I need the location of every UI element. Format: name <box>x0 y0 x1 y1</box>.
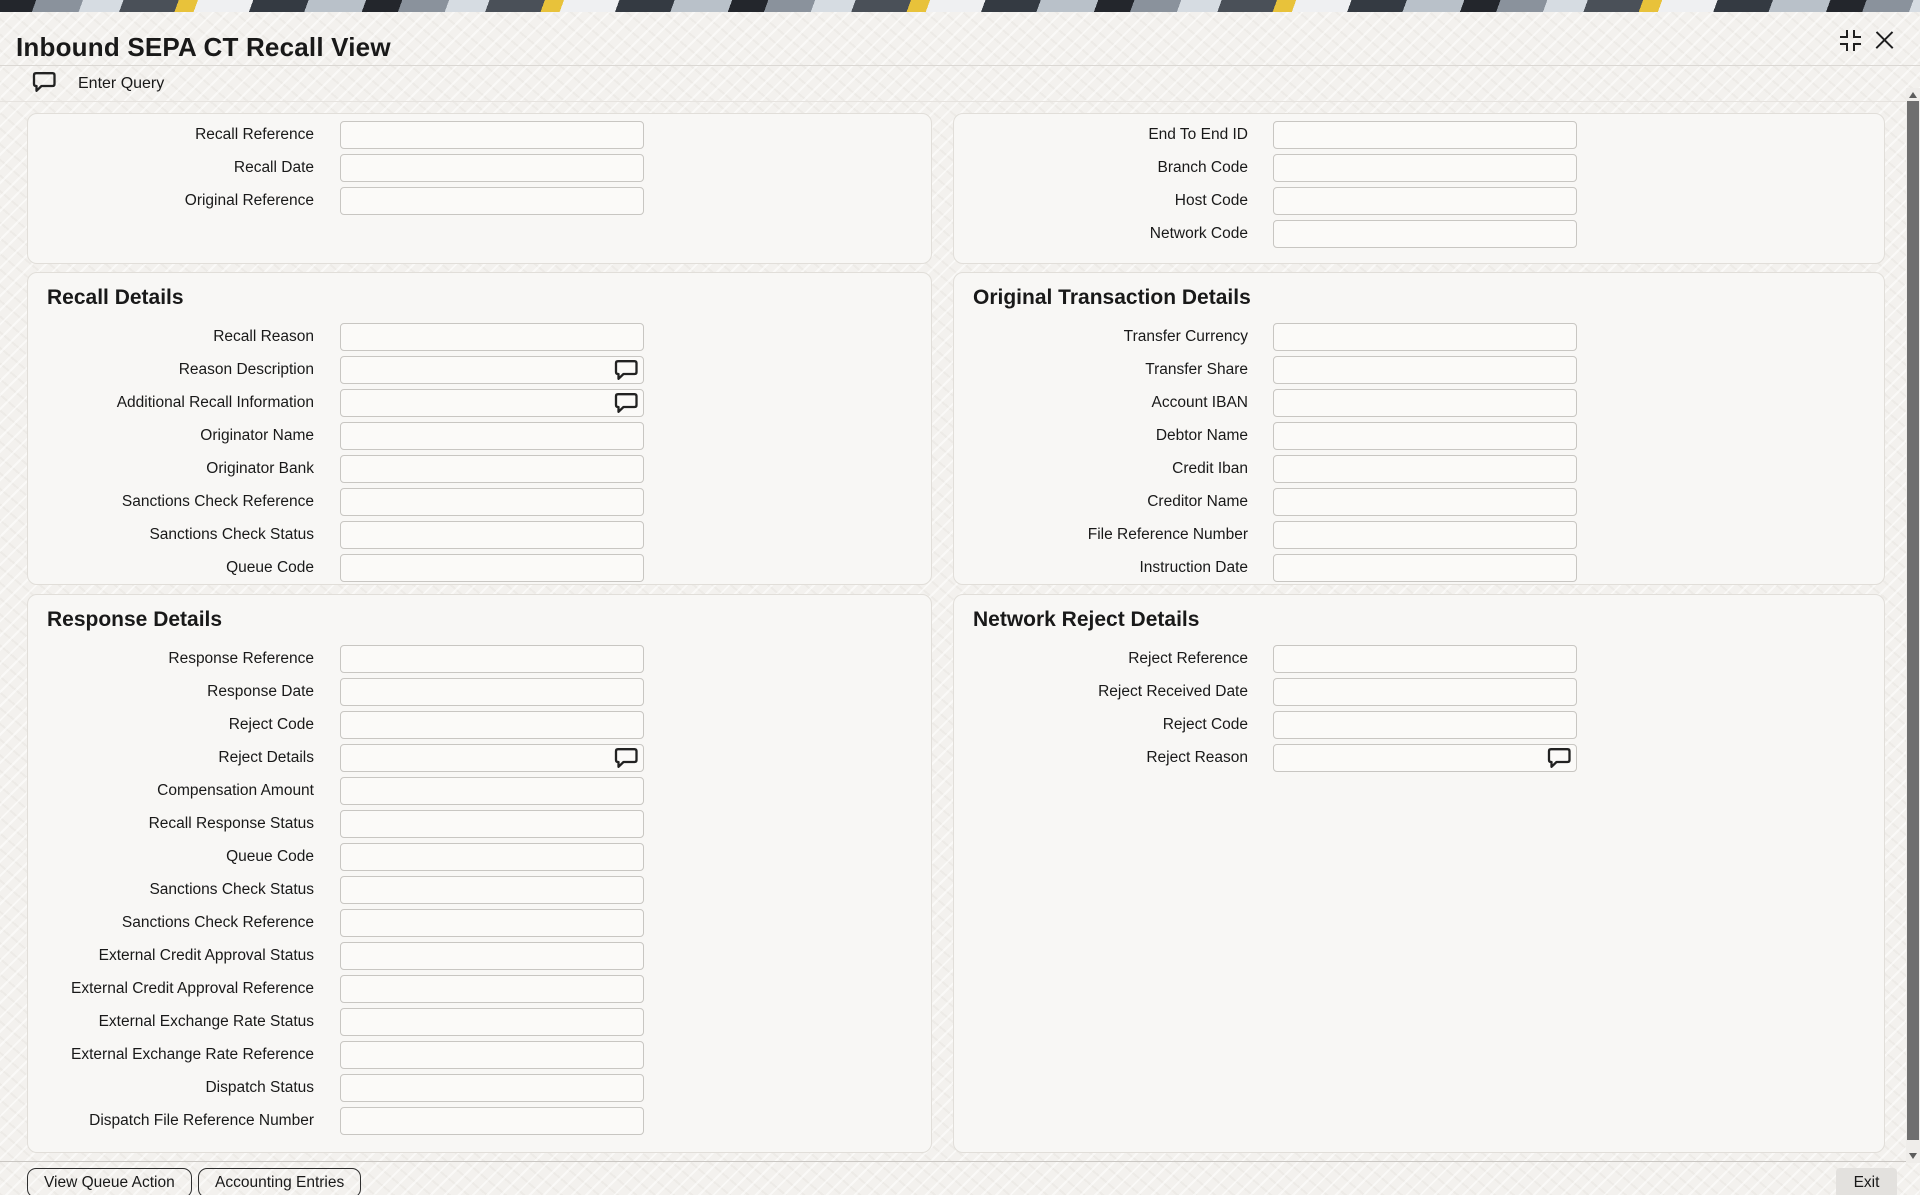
restore-window-icon[interactable] <box>1840 30 1861 51</box>
reject-reference-field <box>954 645 1884 673</box>
field-label: Originator Name <box>200 427 314 444</box>
sanctions-check-status-input[interactable] <box>340 876 644 904</box>
field-label: Sanctions Check Status <box>149 526 314 543</box>
reason-description-field <box>28 356 931 384</box>
host-code-field <box>954 187 1884 215</box>
reject-code-field <box>954 711 1884 739</box>
branch-code-input[interactable] <box>1273 154 1577 182</box>
field-label: Creditor Name <box>1147 493 1248 510</box>
queue-code-input[interactable] <box>340 554 644 582</box>
additional-recall-information-field <box>28 389 931 417</box>
speech-bubble-icon[interactable] <box>614 359 637 380</box>
external-exchange-rate-reference-field <box>28 1041 931 1069</box>
field-label: Queue Code <box>226 848 314 865</box>
field-label: Reject Code <box>228 716 314 733</box>
field-label: Additional Recall Information <box>116 394 314 411</box>
sanctions-check-status-field <box>28 521 931 549</box>
sanctions-check-status-input[interactable] <box>340 521 644 549</box>
vertical-scrollbar[interactable] <box>1906 88 1920 1163</box>
debtor-name-field <box>954 422 1884 450</box>
reject-details-input[interactable] <box>340 744 644 772</box>
field-label: Sanctions Check Reference <box>121 914 314 931</box>
originator-bank-field <box>28 455 931 483</box>
instruction-date-input[interactable] <box>1273 554 1577 582</box>
field-label: Recall Response Status <box>148 815 314 832</box>
field-label: External Credit Approval Reference <box>71 980 314 997</box>
originator-name-field <box>28 422 931 450</box>
close-icon[interactable] <box>1874 30 1895 51</box>
field-label: File Reference Number <box>1087 526 1248 543</box>
credit-iban-field <box>954 455 1884 483</box>
field-label: Originator Bank <box>206 460 314 477</box>
field-label: Reject Reason <box>1146 749 1248 766</box>
field-label: External Exchange Rate Reference <box>71 1046 314 1063</box>
recall-reference-input[interactable] <box>340 121 644 149</box>
sanctions-check-reference-field <box>28 488 931 516</box>
queue-code-field <box>28 554 931 582</box>
network-reject-details-panel <box>953 594 1885 1153</box>
dispatch-status-field <box>28 1074 931 1102</box>
field-label: Compensation Amount <box>157 782 314 799</box>
section-title: Recall Details <box>47 286 184 309</box>
field-label: Original Reference <box>184 192 314 209</box>
external-credit-approval-reference-field <box>28 975 931 1003</box>
dispatch-status-input[interactable] <box>340 1074 644 1102</box>
field-label: Reject Details <box>218 749 314 766</box>
speech-bubble-icon[interactable] <box>614 392 637 413</box>
field-label: Transfer Currency <box>1123 328 1248 345</box>
header-right-panel <box>953 113 1885 264</box>
recall-reason-input[interactable] <box>340 323 644 351</box>
external-credit-approval-status-field <box>28 942 931 970</box>
additional-recall-information-input[interactable] <box>340 389 644 417</box>
transfer-currency-field <box>954 323 1884 351</box>
transfer-currency-input[interactable] <box>1273 323 1577 351</box>
recall-reference-field <box>28 121 931 149</box>
reject-code-field <box>28 711 931 739</box>
field-label: Sanctions Check Reference <box>121 493 314 510</box>
originator-name-input[interactable] <box>340 422 644 450</box>
queue-code-field <box>28 843 931 871</box>
speech-bubble-icon[interactable] <box>1547 747 1570 768</box>
section-title: Original Transaction Details <box>973 286 1251 309</box>
field-label: Recall Date <box>233 159 314 176</box>
compensation-amount-input[interactable] <box>340 777 644 805</box>
field-label: Reason Description <box>178 361 314 378</box>
field-label: Recall Reference <box>195 126 314 143</box>
response-details-panel <box>27 594 932 1153</box>
field-label: External Exchange Rate Status <box>98 1013 314 1030</box>
recall-response-status-field <box>28 810 931 838</box>
recall-details-panel <box>27 272 932 585</box>
branch-code-field <box>954 154 1884 182</box>
reject-received-date-field <box>954 678 1884 706</box>
field-label: Account IBAN <box>1151 394 1248 411</box>
field-label: Response Date <box>207 683 314 700</box>
desktop-wallpaper-strip <box>0 0 1920 12</box>
dispatch-file-reference-number-field <box>28 1107 931 1135</box>
header-left-panel <box>27 113 932 264</box>
creditor-name-field <box>954 488 1884 516</box>
accounting-entries-button[interactable]: Accounting Entries <box>198 1168 361 1195</box>
reject-code-input[interactable] <box>1273 711 1577 739</box>
field-label: Credit Iban <box>1172 460 1248 477</box>
reject-code-input[interactable] <box>340 711 644 739</box>
field-label: Transfer Share <box>1145 361 1248 378</box>
sanctions-check-status-field <box>28 876 931 904</box>
original-reference-input[interactable] <box>340 187 644 215</box>
field-label: Sanctions Check Status <box>149 881 314 898</box>
end-to-end-id-field <box>954 121 1884 149</box>
end-to-end-id-input[interactable] <box>1273 121 1577 149</box>
toolbar-divider <box>0 101 1920 102</box>
dispatch-file-reference-number-input[interactable] <box>340 1107 644 1135</box>
sanctions-check-reference-input[interactable] <box>340 488 644 516</box>
account-iban-input[interactable] <box>1273 389 1577 417</box>
field-label: Reject Code <box>1162 716 1248 733</box>
field-label: Debtor Name <box>1155 427 1248 444</box>
field-label: Branch Code <box>1157 159 1248 176</box>
recall-date-input[interactable] <box>340 154 644 182</box>
reject-reason-field <box>954 744 1884 772</box>
field-label: Reject Received Date <box>1098 683 1248 700</box>
field-label: Queue Code <box>226 559 314 576</box>
creditor-name-input[interactable] <box>1273 488 1577 516</box>
response-reference-input[interactable] <box>340 645 644 673</box>
scroll-down-arrow-icon[interactable] <box>1909 1153 1917 1159</box>
account-iban-field <box>954 389 1884 417</box>
titlebar-divider <box>0 65 1920 66</box>
field-label: Recall Reason <box>213 328 314 345</box>
field-label: Reject Reference <box>1128 650 1248 667</box>
response-reference-field <box>28 645 931 673</box>
section-title: Response Details <box>47 608 223 631</box>
queue-code-input[interactable] <box>340 843 644 871</box>
host-code-input[interactable] <box>1273 187 1577 215</box>
enter-query-label: Enter Query <box>78 75 165 92</box>
original-reference-field <box>28 187 931 215</box>
transfer-share-input[interactable] <box>1273 356 1577 384</box>
sanctions-check-reference-field <box>28 909 931 937</box>
field-label: Network Code <box>1149 225 1248 242</box>
scroll-up-arrow-icon[interactable] <box>1909 92 1917 98</box>
network-code-input[interactable] <box>1273 220 1577 248</box>
view-queue-action-button[interactable]: View Queue Action <box>27 1168 192 1195</box>
speech-bubble-icon <box>32 71 57 97</box>
recall-date-field <box>28 154 931 182</box>
field-label: External Credit Approval Status <box>98 947 314 964</box>
reason-description-input[interactable] <box>340 356 644 384</box>
page-title: Inbound SEPA CT Recall View <box>16 32 391 62</box>
external-credit-approval-status-input[interactable] <box>340 942 644 970</box>
credit-iban-input[interactable] <box>1273 455 1577 483</box>
field-label: Dispatch Status <box>205 1079 314 1096</box>
footer-action-bar <box>0 1161 1920 1195</box>
external-exchange-rate-reference-input[interactable] <box>340 1041 644 1069</box>
sanctions-check-reference-input[interactable] <box>340 909 644 937</box>
network-code-field <box>954 220 1884 248</box>
recall-response-status-input[interactable] <box>340 810 644 838</box>
response-date-field <box>28 678 931 706</box>
speech-bubble-icon[interactable] <box>614 747 637 768</box>
scrollbar-thumb[interactable] <box>1907 101 1919 1140</box>
reject-reference-input[interactable] <box>1273 645 1577 673</box>
field-label: Instruction Date <box>1139 559 1248 576</box>
original-transaction-details-panel <box>953 272 1885 585</box>
inbound-sepa-ct-recall-window <box>0 12 1920 1195</box>
response-date-input[interactable] <box>340 678 644 706</box>
instruction-date-field <box>954 554 1884 582</box>
field-label: Response Reference <box>168 650 314 667</box>
external-exchange-rate-status-input[interactable] <box>340 1008 644 1036</box>
external-credit-approval-reference-input[interactable] <box>340 975 644 1003</box>
transfer-share-field <box>954 356 1884 384</box>
reject-details-field <box>28 744 931 772</box>
compensation-amount-field <box>28 777 931 805</box>
exit-button[interactable]: Exit <box>1836 1168 1897 1195</box>
reject-reason-input[interactable] <box>1273 744 1577 772</box>
file-reference-number-field <box>954 521 1884 549</box>
window-controls <box>1840 29 1896 51</box>
enter-query-button[interactable] <box>32 71 164 97</box>
external-exchange-rate-status-field <box>28 1008 931 1036</box>
file-reference-number-input[interactable] <box>1273 521 1577 549</box>
recall-reason-field <box>28 323 931 351</box>
debtor-name-input[interactable] <box>1273 422 1577 450</box>
reject-received-date-input[interactable] <box>1273 678 1577 706</box>
field-label: End To End ID <box>1148 126 1248 143</box>
section-title: Network Reject Details <box>973 608 1200 631</box>
field-label: Host Code <box>1174 192 1248 209</box>
field-label: Dispatch File Reference Number <box>89 1112 314 1129</box>
originator-bank-input[interactable] <box>340 455 644 483</box>
